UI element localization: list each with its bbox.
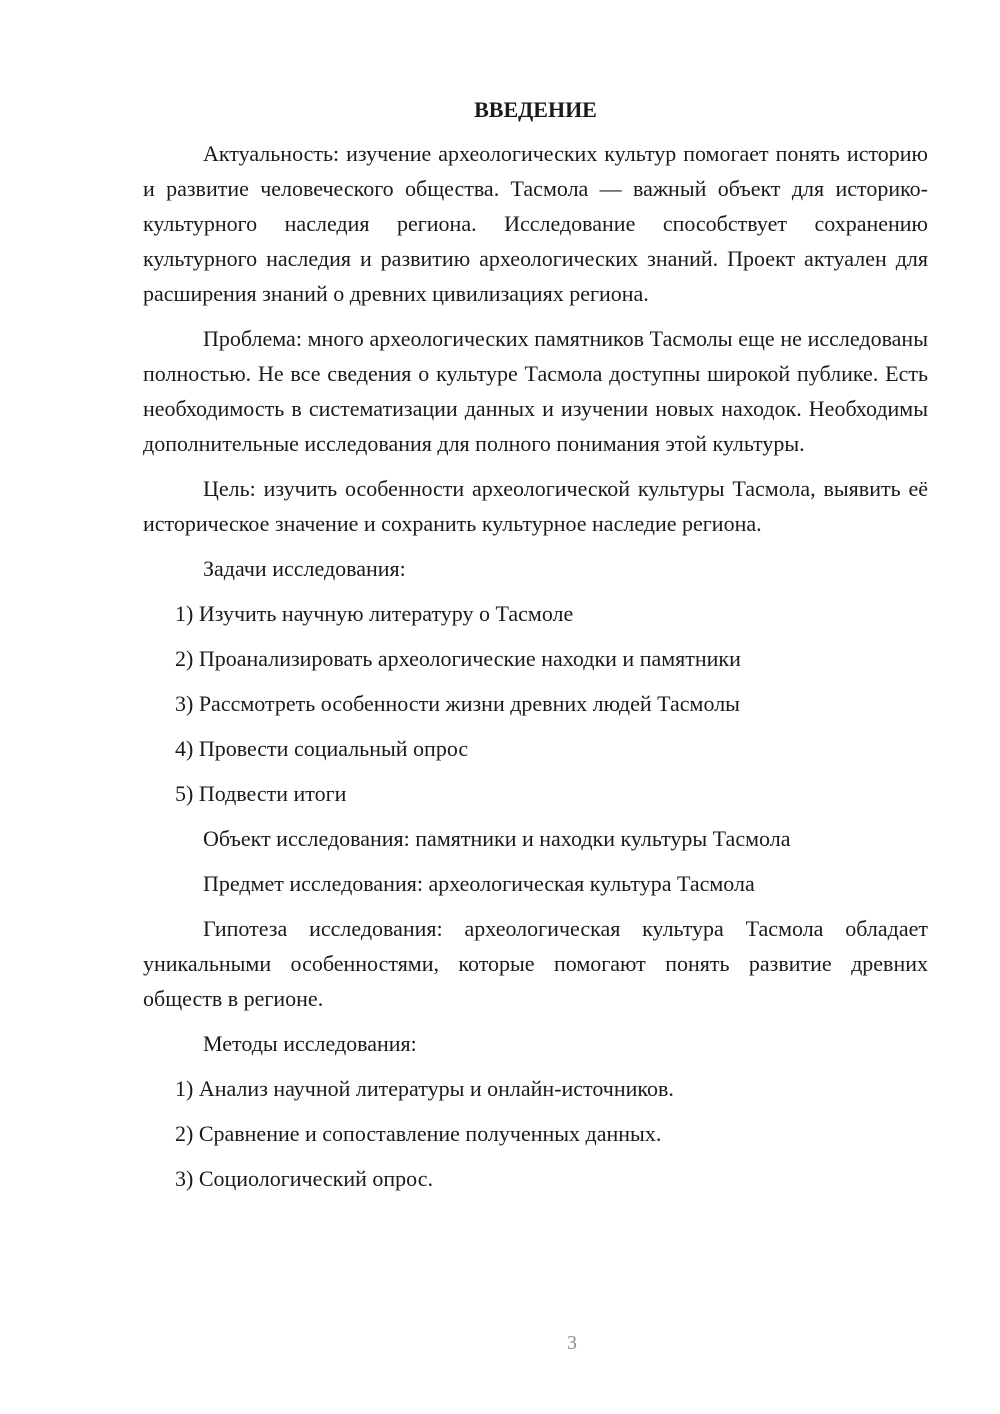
hypothesis-paragraph: Гипотеза исследования: археологическая культура Тасмола обладает уникальными особенностями, которые помогают понять развитие древних обществ в регионе.: [143, 916, 928, 1011]
page-number: 3: [567, 1332, 577, 1354]
list-item: 1) Изучить научную литературу о Тасмоле: [175, 601, 574, 626]
tasks-heading: Задачи исследования:: [203, 556, 406, 581]
list-item: 3) Рассмотреть особенности жизни древних людей Тасмолы: [175, 691, 740, 716]
tasks-list: [143, 596, 928, 811]
problem-paragraph: Проблема: много археологических памятников Тасмолы еще не исследованы полностью. Не все сведения о культуре Тасмола доступны широкой публике. Есть необходимость в систематизации данных и изучении новых находок. Необходимы дополнительные исследования для полного понимания этой культуры.: [143, 326, 928, 456]
list-item: 2) Сравнение и сопоставление полученных данных.: [175, 1121, 662, 1146]
goal-paragraph: Цель: изучить особенности археологической культуры Тасмола, выявить её историческое значение и сохранить культурное наследие региона.: [143, 476, 928, 536]
page-content: [143, 92, 928, 1206]
list-item: 2) Проанализировать археологические находки и памятники: [175, 646, 741, 671]
object-line: Объект исследования: памятники и находки культуры Тасмола: [203, 826, 791, 851]
relevance-paragraph: Актуальность: изучение археологических культур помогает понять историю и развитие человеческого общества. Тасмола — важный объект для историко-культурного наследия региона. Исследование способствует сохранению культурного наследия и развитию археологических знаний. Проект актуален для расширения знаний о древних цивилизациях региона.: [143, 141, 928, 306]
subject-line: Предмет исследования: археологическая культура Тасмола: [203, 871, 755, 896]
list-item: 5) Подвести итоги: [175, 781, 347, 806]
list-item: 4) Провести социальный опрос: [175, 736, 469, 761]
list-item: 3) Социологический опрос.: [175, 1166, 433, 1191]
section-title: ВВЕДЕНИЕ: [474, 97, 597, 122]
methods-list: [143, 1071, 928, 1196]
list-item: 1) Анализ научной литературы и онлайн-источников.: [175, 1076, 674, 1101]
methods-heading: Методы исследования:: [203, 1031, 417, 1056]
